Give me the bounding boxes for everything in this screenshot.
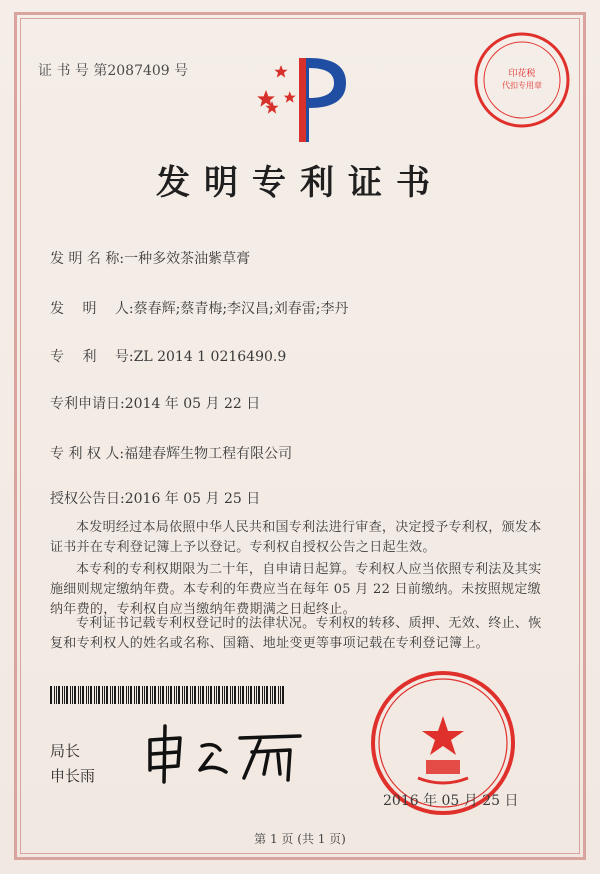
paragraph-term: 本专利的专利权期限为二十年，自申请日起算。专利权人应当依照专利法及其实施细则规定缴纳年费。本专利的年费应当在每年 05 月 22 日前缴纳。未按照规定缴纳年费的，专利权自应当缴纳年费期满之日起终止。 xyxy=(50,562,542,617)
field-value: 2016 年 05 月 25 日 xyxy=(124,491,261,507)
field-value: 一种多效茶油紫草膏 xyxy=(124,251,251,267)
paragraph-legal-status: 专利证书记载专利权登记时的法律状况。专利权的转移、质押、无效、终止、恢复和专利权人的姓名或名称、国籍、地址变更等事项记载在专利登记簿上。 xyxy=(50,616,542,651)
field-grant-date xyxy=(50,488,260,508)
svg-text:印花税: 印花税 xyxy=(508,69,536,79)
director-name: 申长雨 xyxy=(50,767,96,785)
field-label: 专 利 号: xyxy=(50,349,134,365)
field-application-date xyxy=(50,393,260,413)
document-title: 发明专利证书 xyxy=(156,163,444,203)
page-number: 第 1 页 (共 1 页) xyxy=(254,832,346,846)
tax-stamp-seal xyxy=(472,30,572,130)
field-value: 2014 年 05 月 22 日 xyxy=(124,396,261,412)
field-patent-number xyxy=(50,346,286,366)
field-value: ZL 2014 1 0216490.9 xyxy=(133,349,287,365)
field-value: 福建春辉生物工程有限公司 xyxy=(124,446,293,462)
patent-office-logo xyxy=(254,50,364,150)
seal-date: 2016 年 05 月 25 日 xyxy=(383,793,519,809)
field-label: 发 明 名 称: xyxy=(50,251,125,267)
field-label: 专 利 权 人: xyxy=(50,446,125,462)
field-patentee xyxy=(50,443,292,463)
svg-text:代扣专用章: 代扣专用章 xyxy=(502,81,542,90)
certificate-number: 证 书 号 第2087409 号 xyxy=(38,63,189,79)
paragraph-grant: 本发明经过本局依照中华人民共和国专利法进行审查，决定授予专利权，颁发本证书并在专利登记簿上予以登记。专利权自授权公告之日起生效。 xyxy=(50,520,542,555)
field-value: 蔡春辉;蔡青梅;李汉昌;刘春雷;李丹 xyxy=(133,301,349,317)
director-signature xyxy=(140,718,310,788)
field-inventors xyxy=(50,298,349,318)
field-label: 专利申请日: xyxy=(50,396,125,412)
field-label: 授权公告日: xyxy=(50,491,125,507)
field-label: 发 明 人: xyxy=(50,301,134,317)
field-invention-name xyxy=(50,248,250,268)
barcode xyxy=(50,686,286,704)
director-title: 局长 xyxy=(50,742,81,760)
